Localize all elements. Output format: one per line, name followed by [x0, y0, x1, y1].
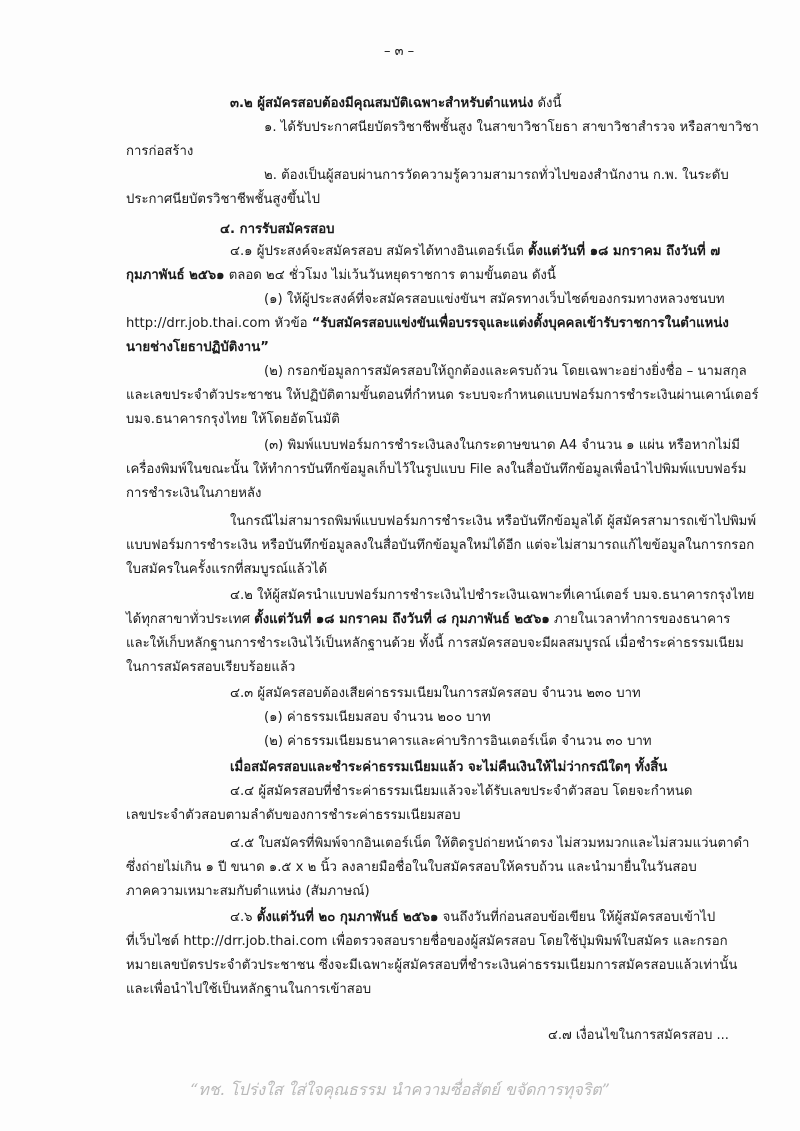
note-line-2: แบบฟอร์มการชำระเงิน หรือบันทึกข้อมูลลงในสื่อบันทึกข้อมูลใหม่ได้อีก แต่จะไม่สามารถแก้ไขข้อมูลในการกรอก	[126, 538, 755, 553]
para-4-4-line-2: เลขประจำตัวสอบตามลำดับของการชำระค่าธรรมเนียมสอบ	[126, 808, 461, 823]
para-4-2-line-2-text: ได้ทุกสาขาทั่วประเทศ	[126, 612, 255, 627]
item-1-line-1: ๑. ได้รับประกาศนียบัตรวิชาชีพชั้นสูง ในสาขาวิชาโยธา สาขาวิชาสำรวจ หรือสาขาวิชา	[264, 120, 759, 135]
step-1-line-2	[126, 314, 729, 334]
para-4-6-line-3: หมายเลขบัตรประจำตัวประชาชน ซึ่งจะมีเฉพาะผู้สมัครสอบที่ชำระเงินค่าธรรมเนียมการสมัครสอบแล้วเท่านั้น	[126, 958, 738, 973]
para-4-1-line-1-text: ๔.๑ ผู้ประสงค์จะสมัครสอบ สมัครได้ทางอินเตอร์เน็ต	[230, 244, 528, 259]
step-1-url-text: http://drr.job.thai.com หัวข้อ	[126, 316, 312, 331]
step-1-topic: “รับสมัครสอบแข่งขันเพื่อบรรจุและแต่งตั้งบุคคลเข้ารับราชการในตำแหน่ง	[311, 316, 729, 331]
continuation-marker: ๔.๗ เงื่อนไขในการสมัครสอบ ...	[548, 1028, 729, 1043]
item-2-line-2: ประกาศนียบัตรวิชาชีพชั้นสูงขึ้นไป	[126, 192, 320, 207]
para-4-1-line-2-text: ตลอด ๒๔ ชั่วโมง ไม่เว้นวันหยุดราชการ ตามขั้นตอน ดังนี้	[224, 268, 556, 283]
para-4-2-payment-dates: ตั้งแต่วันที่ ๑๘ มกราคม ถึงวันที่ ๘ กุมภาพันธ์ ๒๕๖๑	[254, 612, 550, 627]
step-2-line-2: และเลขประจำตัวประชาชน ให้ปฏิบัติตามขั้นตอนที่กำหนด ระบบจะกำหนดแบบฟอร์มการชำระเงินผ่านเคาน์เตอร์	[126, 388, 759, 403]
step-3-line-1: (๓) พิมพ์แบบฟอร์มการชำระเงินลงในกระดาษขนาด A4 จำนวน ๑ แผ่น หรือหากไม่มี	[264, 438, 740, 453]
para-4-4-line-1: ๔.๔ ผู้สมัครสอบที่ชำระค่าธรรมเนียมแล้วจะได้รับเลขประจำตัวสอบ โดยจะกำหนด	[230, 784, 693, 799]
para-4-2-line-1: ๔.๒ ให้ผู้สมัครนำแบบฟอร์มการชำระเงินไปชำระเงินเฉพาะที่เคาน์เตอร์ บมจ.ธนาคารกรุงไทย	[230, 588, 755, 603]
para-4-2-line-2	[126, 610, 730, 630]
para-4-1-line-2	[126, 266, 556, 286]
footer-slogan: “ทช. โปร่งใส ใส่ใจคุณธรรม นำความซื่อสัตย์ ขจัดการทุจริต”	[190, 1080, 610, 1099]
step-2-line-3: บมจ.ธนาคารกรุงไทย ให้โดยอัตโนมัติ	[126, 412, 340, 427]
section-3-2-heading	[230, 94, 561, 114]
para-4-1-line-1	[230, 242, 720, 262]
no-refund-note: เมื่อสมัครสอบและชำระค่าธรรมเนียมแล้ว จะไม่คืนเงินให้ไม่ว่ากรณีใดๆ ทั้งสิ้น	[230, 760, 668, 775]
note-line-1: ในกรณีไม่สามารถพิมพ์แบบฟอร์มการชำระเงิน หรือบันทึกข้อมูลได้ ผู้สมัครสามารถเข้าไปพิมพ์	[230, 514, 757, 529]
section-3-2-heading-text: ๓.๒ ผู้สมัครสอบต้องมีคุณสมบัติเฉพาะสำหรับตำแหน่ง	[230, 96, 534, 111]
para-4-6-number: ๔.๖	[230, 910, 257, 925]
para-4-5-line-1: ๔.๕ ใบสมัครที่พิมพ์จากอินเตอร์เน็ต ให้ติดรูปถ่ายหน้าตรง ไม่สวมหมวกและไม่สวมแว่นตาดำ	[230, 836, 750, 851]
para-4-2-line-4: ในการสมัครสอบเรียบร้อยแล้ว	[126, 660, 296, 675]
note-line-3: ใบสมัครในครั้งแรกที่สมบูรณ์แล้วได้	[126, 562, 328, 577]
para-4-2-line-3: และให้เก็บหลักฐานการชำระเงินไว้เป็นหลักฐานด้วย ทั้งนี้ การสมัครสอบจะมีผลสมบูรณ์ เมื่อชำระค่าธรรมเนียม	[126, 636, 744, 651]
para-4-5-line-2: ซึ่งถ่ายไม่เกิน ๑ ปี ขนาด ๑.๕ x ๒ นิ้ว ลงลายมือชื่อในใบสมัครสอบให้ครบถ้วน และนำมายื่นในวันสอบ	[126, 860, 697, 875]
item-1-line-2: การก่อสร้าง	[126, 144, 194, 159]
para-4-6-line-1	[230, 908, 715, 928]
section-4-heading: ๔. การรับสมัครสอบ	[220, 222, 335, 237]
para-4-6-line-4: และเพื่อนำไปใช้เป็นหลักฐานในการเข้าสอบ	[126, 982, 372, 997]
para-4-6-date: ตั้งแต่วันที่ ๒๐ กุมภาพันธ์ ๒๕๖๑	[256, 910, 439, 925]
para-4-3-line-1: ๔.๓ ผู้สมัครสอบต้องเสียค่าธรรมเนียมในการสมัครสอบ จำนวน ๒๓๐ บาท	[230, 686, 641, 701]
para-4-1-date-start: ตั้งแต่วันที่ ๑๘ มกราคม ถึงวันที่ ๗	[527, 244, 721, 259]
para-4-6-line-2: ที่เว็บไซต์ http://drr.job.thai.com เพื่อตรวจสอบรายชื่อของผู้สมัครสอบ โดยใช้ปุ่มพิมพ์ใบสมัคร และกรอก	[126, 934, 728, 949]
step-1-line-1: (๑) ให้ผู้ประสงค์ที่จะสมัครสอบแข่งขันฯ สมัครทางเว็บไซต์ของกรมทางหลวงชนบท	[264, 292, 725, 307]
para-4-6-line-1-tail: จนถึงวันที่ก่อนสอบข้อเขียน ให้ผู้สมัครสอบเข้าไป	[438, 910, 716, 925]
para-4-5-line-3: ภาคความเหมาะสมกับตำแหน่ง (สัมภาษณ์)	[126, 884, 370, 899]
item-2-line-1: ๒. ต้องเป็นผู้สอบผ่านการวัดความรู้ความสามารถทั่วไปของสำนักงาน ก.พ. ในระดับ	[264, 168, 729, 183]
step-2-line-1: (๒) กรอกข้อมูลการสมัครสอบให้ถูกต้องและครบถ้วน โดยเฉพาะอย่างยิ่งชื่อ – นามสกุล	[264, 364, 747, 379]
fee-item-2: (๒) ค่าธรรมเนียมธนาคารและค่าบริการอินเตอร์เน็ต จำนวน ๓๐ บาท	[264, 734, 652, 749]
para-4-1-date-end: กุมภาพันธ์ ๒๕๖๑	[126, 268, 225, 283]
step-1-line-3: นายช่างโยธาปฏิบัติงาน”	[126, 340, 269, 355]
section-3-2-heading-tail: ดังนี้	[533, 96, 562, 111]
step-3-line-3: การชำระเงินในภายหลัง	[126, 486, 262, 501]
para-4-2-line-2-tail: ภายในเวลาทำการของธนาคาร	[549, 612, 731, 627]
step-3-line-2: เครื่องพิมพ์ในขณะนั้น ให้ทำการบันทึกข้อมูลเก็บไว้ในรูปแบบ File ลงในสื่อบันทึกข้อมูลเพื่อนำไปพิมพ์แบบฟอร์ม	[126, 462, 747, 477]
page-number: – ๓ –	[384, 44, 415, 59]
fee-item-1: (๑) ค่าธรรมเนียมสอบ จำนวน ๒๐๐ บาท	[264, 710, 491, 725]
